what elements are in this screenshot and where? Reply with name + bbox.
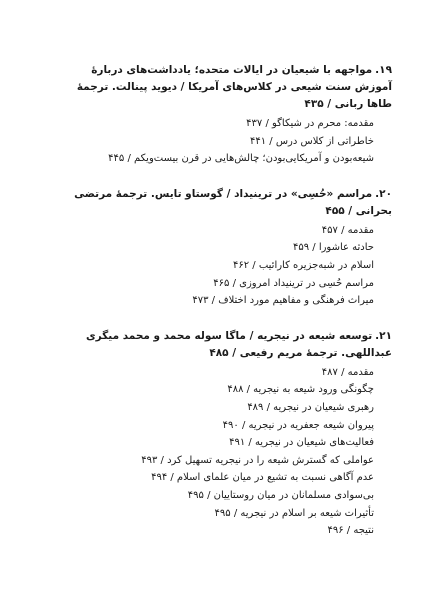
toc-entry: مقدمه / ۴۸۷ [321, 366, 374, 378]
chapter-heading [64, 62, 392, 113]
table-of-contents [64, 62, 392, 558]
chapter-19 [64, 62, 392, 168]
chapter-title: مراسم «حُسِی» در ترینیداد / گوستاو تایس. ترجمهٔ مرتضی بحرانی / ۴۵۵ [74, 187, 392, 217]
chapter-entries [64, 115, 392, 168]
toc-entry: بی‌سوادی مسلمانان در میان روستاییان / ۴۹۵ [187, 489, 374, 501]
chapter-21 [64, 328, 392, 540]
toc-entry: رهبری شیعیان در نیجریه / ۴۸۹ [247, 401, 374, 413]
chapter-number: ۱۹. [375, 64, 392, 76]
toc-entry: تأثیرات شیعه بر اسلام در نیجریه / ۴۹۵ [214, 507, 374, 519]
toc-entry: عواملی که گسترش شیعه را در نیجریه تسهیل کرد / ۴۹۳ [141, 454, 374, 466]
chapter-heading [64, 186, 392, 220]
toc-entry: مقدمه / ۴۵۷ [321, 224, 374, 236]
toc-entry: حادثه عاشورا / ۴۵۹ [292, 242, 374, 254]
chapter-number: ۲۱. [375, 329, 392, 342]
chapter-title: مواجهه با شیعیان در ایالات متحده؛ یادداشت‌های دربارهٔ آموزش سنت شیعی در کلاس‌های آمریکا / دیوید پینالت. ترجمهٔ طاها ربانی / ۴۳۵ [76, 64, 392, 110]
chapter-entries [64, 222, 392, 310]
toc-entry: پیروان شیعه جعفریه در نیجریه / ۴۹۰ [222, 419, 374, 431]
toc-entry: عدم آگاهی نسبت به تشیع در میان علمای اسلام / ۴۹۴ [151, 472, 374, 484]
toc-entry: مقدمه: محرم در شیکاگو / ۴۳۷ [246, 118, 374, 129]
chapter-entries [64, 364, 392, 540]
chapter-20 [64, 186, 392, 310]
toc-entry: مراسم حُسِی در ترینیداد امروزی / ۴۶۵ [213, 277, 374, 289]
toc-entry: نتیجه / ۴۹۶ [327, 525, 374, 537]
toc-entry: چگونگی ورود شیعه به نیجریه / ۴۸۸ [227, 384, 374, 396]
toc-entry: میراث فرهنگی و مفاهیم مورد اختلاف / ۴۷۳ [192, 295, 374, 307]
toc-entry: خاطراتی از کلاس درس / ۴۴۱ [249, 135, 374, 147]
toc-entry: اسلام در شبه‌جزیره کارائیب / ۴۶۲ [232, 259, 374, 271]
toc-entry: فعالیت‌های شیعیان در نیجریه / ۴۹۱ [229, 437, 374, 449]
chapter-title: توسعه شیعه در نیجریه / ماگا سوله محمد و محمد میگری عبداللهی. ترجمهٔ مریم رفیعی / ۴۸۵ [86, 329, 392, 359]
chapter-heading [64, 328, 392, 362]
chapter-number: ۲۰. [375, 187, 392, 200]
toc-entry: شیعه‌بودن و آمریکایی‌بودن؛ چالش‌هایی در قرن بیست‌ویکم / ۴۴۵ [108, 153, 374, 165]
